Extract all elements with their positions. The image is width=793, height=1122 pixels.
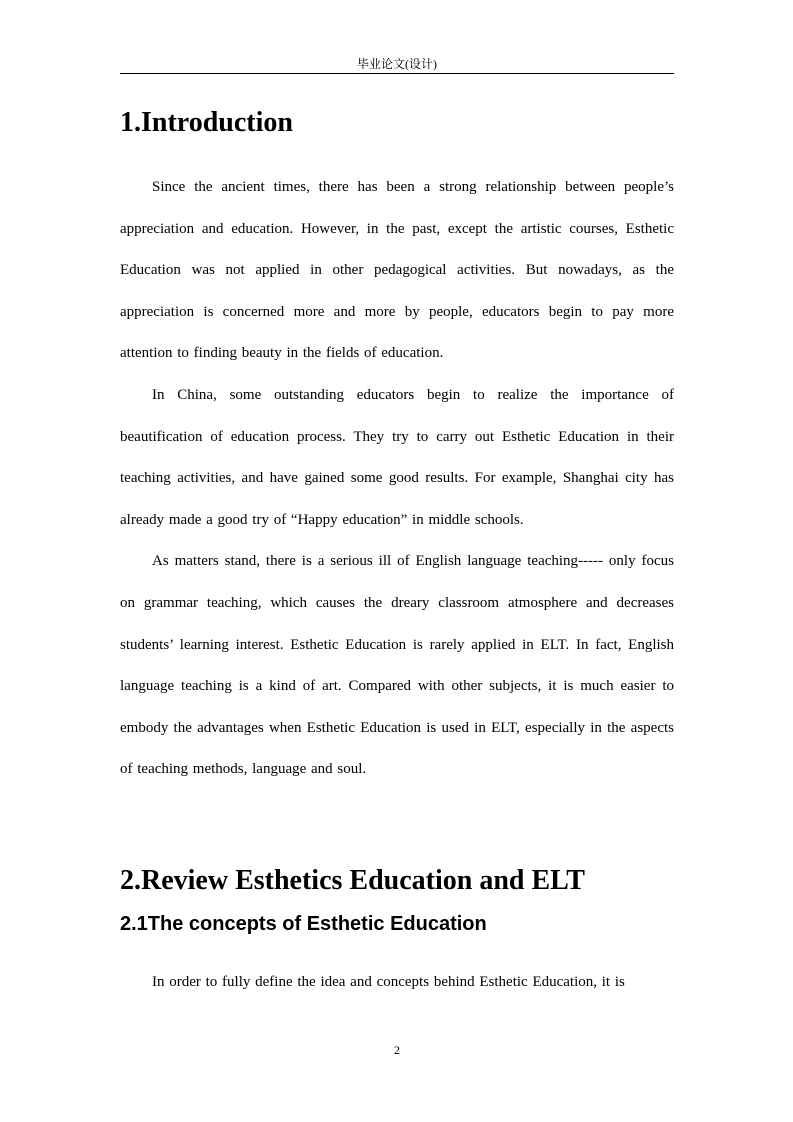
section-heading-review: 2.Review Esthetics Education and ELT: [120, 864, 585, 896]
paragraph-intro-1: Since the ancient times, there has been a strong relationship between people’s appreciation and education. However, in the past, except the artistic courses, Esthetic Education was not applied in other pedagogical activities. But nowadays, as the appreciation is concerned more and more by people, educators begin to pay more attention to finding beauty in the fields of education.: [120, 179, 674, 362]
page-content: [120, 103, 674, 1004]
header-rule: [120, 73, 674, 74]
subsection-heading-concepts: 2.1The concepts of Esthetic Education: [120, 912, 487, 935]
running-header: 毕业论文(设计): [357, 57, 437, 71]
paragraph-intro-3: As matters stand, there is a serious ill of English language teaching----- only focus on grammar teaching, which causes the dreary classroom atmosphere and decreases students’ learning interest. Esthetic Education is rarely applied in ELT. In fact, English language teaching is a kind of art. Compared with other subjects, it is much easier to embody the advantages when Esthetic Education is used in ELT, especially in the aspects of teaching methods, language and soul.: [120, 553, 674, 778]
paragraph-intro-2: In China, some outstanding educators begin to realize the importance of beautification of education process. They try to carry out Esthetic Education in their teaching activities, and have gained some good results. For example, Shanghai city has already made a good try of “Happy education” in middle schools.: [120, 386, 674, 528]
page-number: 2: [394, 1043, 400, 1057]
section-heading-introduction: 1.Introduction: [120, 107, 293, 138]
paragraph-concepts-1: In order to fully define the idea and concepts behind Esthetic Education, it is: [152, 973, 625, 990]
